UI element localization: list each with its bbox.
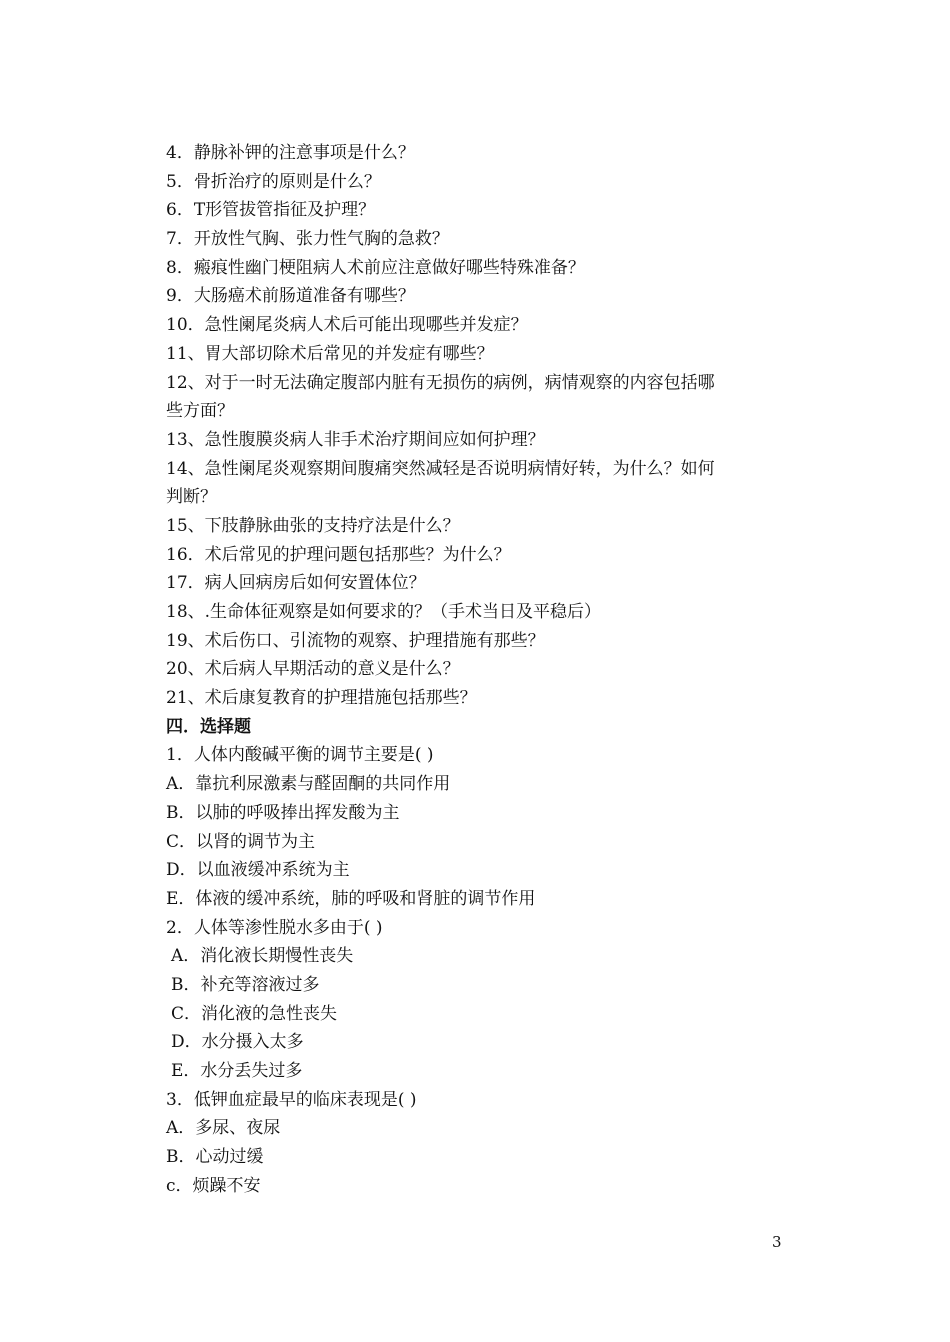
- question-line: 21、术后康复教育的护理措施包括那些？: [166, 688, 477, 709]
- question-line: 9．大肠癌术前肠道准备有哪些？: [166, 286, 415, 307]
- mcq-question: 2．人体等渗性脱水多由于( ): [166, 917, 383, 938]
- question-line: 11、胃大部切除术后常见的并发症有哪些？: [166, 343, 494, 364]
- question-line-continued: 些方面？: [166, 401, 234, 422]
- question-line: 14、急性阑尾炎观察期间腹痛突然减轻是否说明病情好转，为什么？如何: [166, 458, 715, 479]
- question-line: 18、.生命体征观察是如何要求的？（手术当日及平稳后）: [166, 602, 602, 622]
- question-line: 20、术后病人早期活动的意义是什么？: [166, 659, 460, 680]
- question-line: 6．T形管拔管指征及护理？: [166, 200, 376, 221]
- mcq-option: C．以肾的调节为主: [166, 831, 316, 852]
- mcq-option: A．多尿、夜尿: [166, 1118, 281, 1139]
- question-line: 16．术后常见的护理问题包括那些？为什么？: [166, 544, 511, 565]
- question-line: 17．病人回病房后如何安置体位？: [166, 573, 426, 594]
- mcq-option: D．水分摄入太多: [171, 1032, 304, 1053]
- mcq-option: D．以血液缓冲系统为主: [166, 860, 350, 881]
- page-number: 3: [772, 1233, 782, 1251]
- mcq-option: A．靠抗利尿激素与醛固酮的共同作用: [166, 774, 451, 795]
- mcq-option: A．消化液长期慢性丧失: [171, 946, 354, 967]
- question-line: 19、术后伤口、引流物的观察、护理措施有那些？: [166, 630, 545, 651]
- mcq-option: E．体液的缓冲系统，肺的呼吸和肾脏的调节作用: [166, 888, 536, 909]
- question-line-continued: 判断？: [166, 487, 217, 508]
- mcq-option: c．烦躁不安: [166, 1175, 261, 1196]
- question-line: 4．静脉补钾的注意事项是什么？: [166, 143, 415, 163]
- question-line: 12、对于一时无法确定腹部内脏有无损伤的病例，病情观察的内容包括哪: [166, 372, 715, 393]
- question-line: 15、下肢静脉曲张的支持疗法是什么？: [166, 515, 460, 536]
- mcq-question: 1．人体内酸碱平衡的调节主要是( ): [166, 745, 434, 766]
- section-heading: 四．选择题: [166, 716, 251, 737]
- mcq-option: C．消化液的急性丧失: [171, 1003, 338, 1024]
- question-line: 5．骨折治疗的原则是什么？: [166, 171, 381, 192]
- mcq-option: B．以肺的呼吸捧出挥发酸为主: [166, 802, 400, 823]
- question-line: 13、急性腹膜炎病人非手术治疗期间应如何护理？: [166, 429, 545, 450]
- mcq-option: B．补充等溶液过多: [171, 974, 320, 995]
- mcq-question: 3．低钾血症最早的临床表现是( ): [166, 1089, 417, 1110]
- mcq-option: B．心动过缓: [166, 1147, 264, 1168]
- question-line: 7．开放性气胸、张力性气胸的急救？: [166, 229, 449, 250]
- document-body: [166, 139, 788, 1200]
- question-line: 8．瘢痕性幽门梗阻病人术前应注意做好哪些特殊准备？: [166, 257, 585, 278]
- mcq-option: E．水分丢失过多: [171, 1061, 303, 1081]
- question-line: 10．急性阑尾炎病人术后可能出现哪些并发症？: [166, 315, 528, 336]
